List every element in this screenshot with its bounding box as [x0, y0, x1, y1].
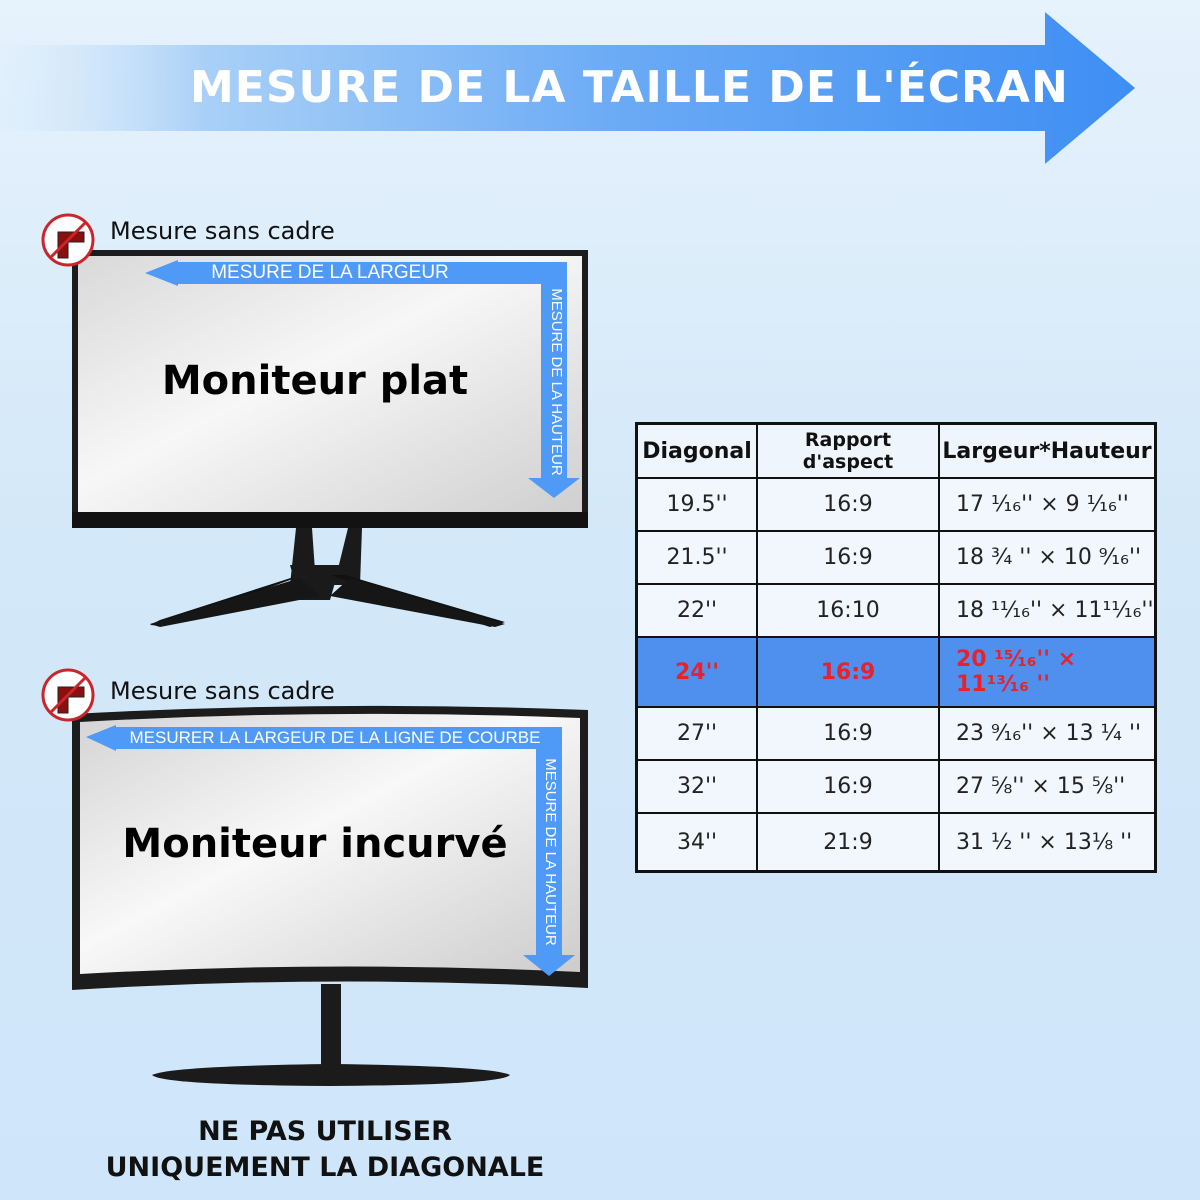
- table-row: [637, 531, 1156, 584]
- warning-line-1: NE PAS UTILISER: [198, 1116, 452, 1147]
- header-diagonal: Diagonal: [637, 424, 758, 479]
- header-aspect-ratio: Rapport d'aspect: [757, 424, 939, 479]
- cell-aspect: 16:9: [757, 478, 939, 531]
- flat-frameless-label: Mesure sans cadre: [110, 217, 335, 245]
- cell-aspect: 16:9: [757, 531, 939, 584]
- cell-aspect: 16:9: [757, 760, 939, 813]
- cell-dimensions: 23 ⁹⁄₁₆'' × 13 ¼ '': [939, 707, 1156, 760]
- cell-aspect: 16:10: [757, 584, 939, 637]
- cell-diagonal: 21.5'': [637, 531, 758, 584]
- header-width-height: Largeur*Hauteur: [939, 424, 1156, 479]
- cell-aspect: 16:9: [757, 707, 939, 760]
- frameless-corner-icon: [40, 667, 96, 723]
- cell-dimensions: 17 ¹⁄₁₆'' × 9 ¹⁄₁₆'': [939, 478, 1156, 531]
- frameless-corner-icon: [40, 212, 96, 268]
- cell-dimensions: 27 ⅝'' × 15 ⅝'': [939, 760, 1156, 813]
- cell-diagonal: 34'': [637, 813, 758, 872]
- flat-width-label: MESURE DE LA LARGEUR: [211, 262, 449, 283]
- table-row: [637, 760, 1156, 813]
- size-table: [635, 422, 1157, 873]
- table-row: [637, 584, 1156, 637]
- cell-dimensions: 31 ½ '' × 13⅛ '': [939, 813, 1156, 872]
- curved-height-label: MESURE DE LA HAUTEUR: [542, 758, 559, 946]
- warning-line-2: UNIQUEMENT LA DIAGONALE: [105, 1152, 545, 1183]
- cell-diagonal: 22'': [637, 584, 758, 637]
- curved-frameless-label: Mesure sans cadre: [110, 677, 335, 705]
- flat-screen-title: Moniteur plat: [161, 358, 469, 404]
- cell-diagonal: 19.5'': [637, 478, 758, 531]
- table-row: [637, 707, 1156, 760]
- cell-diagonal: 27'': [637, 707, 758, 760]
- cell-aspect: 16:9: [757, 637, 939, 707]
- banner-title: MESURE DE LA TAILLE DE L'ÉCRAN: [190, 62, 1069, 113]
- cell-aspect: 21:9: [757, 813, 939, 872]
- table-row: [637, 478, 1156, 531]
- cell-dimensions: 18 ¾ '' × 10 ⁹⁄₁₆'': [939, 531, 1156, 584]
- cell-diagonal: 24'': [637, 637, 758, 707]
- table-row: [637, 813, 1156, 872]
- cell-dimensions: 20 ¹⁵⁄₁₆'' × 11¹³⁄₁₆ '': [939, 637, 1156, 707]
- cell-diagonal: 32'': [637, 760, 758, 813]
- curved-width-label: MESURER LA LARGEUR DE LA LIGNE DE COURBE: [129, 728, 541, 747]
- curved-screen-title: Moniteur incurvé: [122, 821, 508, 867]
- table-header-row: [637, 424, 1156, 479]
- table-row-highlighted: [637, 637, 1156, 707]
- flat-height-label: MESURE DE LA HAUTEUR: [548, 288, 565, 476]
- cell-dimensions: 18 ¹¹⁄₁₆'' × 11¹¹⁄₁₆'': [939, 584, 1156, 637]
